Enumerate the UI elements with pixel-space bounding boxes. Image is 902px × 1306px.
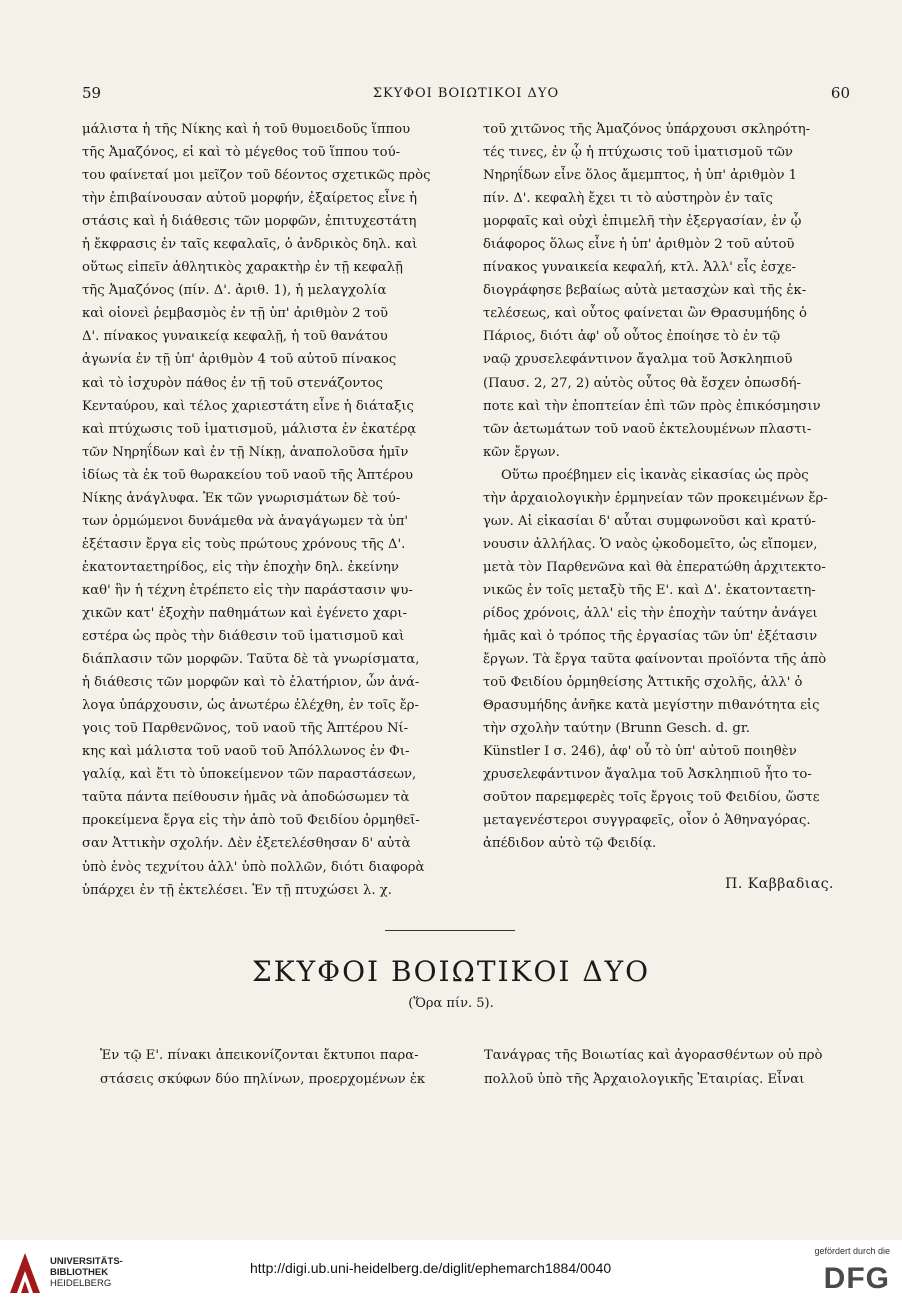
library-name-line: BIBLIOTHEK (50, 1267, 109, 1278)
text-line: καὶ οἱονεὶ ῥεμβασμὸς ἐν τῇ ὑπ' ἀριθμὸν 2 τοῦ (82, 306, 389, 322)
text-line: νουσιν ἀλλήλας. Ὁ ναὸς ᾠκοδομεῖτο, ὡς εἴπομεν, (483, 536, 818, 552)
page-header (82, 84, 850, 108)
funding-note: gefördert durch die (814, 1246, 890, 1256)
text-line: τῶν Νηρηΐδων καὶ ἐν τῇ Νίκῃ, ἀναπολοῦσα ἡμῖν (82, 444, 409, 460)
text-line: ἀγωνία ἐν τῇ ὑπ' ἀριθμὸν 4 τοῦ αὐτοῦ πίνακος (82, 352, 397, 368)
text-line: τές τινες, ἐν ᾧ ἡ πτύχωσις τοῦ ἱματισμοῦ τῶν (483, 145, 793, 161)
text-line: ἀπέδιδον αὐτὸ τῷ Φειδίᾳ. (483, 836, 657, 852)
text-line: τὴν σχολὴν ταύτην (Brunn Gesch. d. gr. (483, 721, 750, 737)
text-line: τῆς Ἀμαζόνος (πίν. Δ'. ἀριθ. 1), ἡ μελαγχολία (82, 283, 387, 299)
text-line: τελέσεως, καὶ οὗτος φαίνεται ὢν Θρασυμήδης ὁ (483, 306, 807, 322)
text-line: ἡ διάθεσις τῶν μορφῶν καὶ τὸ ἐλατήριον, ὧν ἀνά- (82, 675, 420, 691)
text-line: οὕτως εἰπεῖν ἀθλητικὸς χαρακτὴρ ἐν τῇ κεφαλῇ (82, 260, 403, 276)
text-line: καὶ πτύχωσις τοῦ ἱματισμοῦ, μάλιστα ἐν ἑκατέρᾳ (82, 421, 417, 437)
text-line: ταῦτα πάντα πείθουσιν ἡμᾶς νὰ ἀποδώσωμεν τὰ (82, 790, 410, 806)
text-line: πίν. Δ'. κεφαλὴ ἔχει τι τὸ αὐστηρὸν ἐν ταῖς (483, 191, 773, 207)
text-line: μορφαῖς καὶ οὐχὶ ἐπιμελῆ τὴν ἐξεργασίαν, ἐν ᾧ (483, 214, 802, 230)
viewer-footer (0, 1240, 902, 1306)
text-line: ἔργων. Τὰ ἔργα ταῦτα φαίνονται προϊόντα τῆς ἀπὸ (483, 652, 827, 668)
text-line: ναῷ χρυσελεφάντινον ἄγαλμα τοῦ Ἀσκληπιοῦ (483, 352, 793, 368)
library-name-line: UNIVERSITÄTS- (50, 1256, 123, 1267)
text-line: τῆς Ἀμαζόνος, εἰ καὶ τὸ μέγεθος τοῦ ἵππου τού- (82, 145, 401, 161)
text-line: Τανάγρας τῆς Βοιωτίας καὶ ἀγορασθέντων οὐ πρὸ (484, 1048, 823, 1063)
text-line: Δ'. πίνακος γυναικείᾳ κεφαλῇ, ἡ τοῦ θανάτου (82, 329, 388, 345)
text-line: νικῶς ἐν τοῖς μεταξὺ τῆς Ε'. καὶ Δ'. ἑκατονταετη- (483, 582, 816, 598)
text-line: μάλιστα ἡ τῆς Νίκης καὶ ἡ τοῦ θυμοειδοῦς ἵππου (82, 122, 411, 137)
running-title: ΣΚΥΦΟΙ ΒΟΙΩΤΙΚΟΙ ΔΥΟ (372, 86, 560, 101)
text-line: Οὕτω προέβημεν εἰς ἱκανὰς εἰκασίας ὡς πρὸς (501, 467, 809, 483)
dfg-logo: DFG (823, 1262, 890, 1295)
text-line: σοῦτον παρεμφερὲς τοῖς ἔργοις τοῦ Φειδίου, ὥστε (483, 790, 820, 806)
text-line: πολλοῦ ὑπὸ τῆς Ἀρχαιολογικῆς Ἑταιρίας. Εἶναι (484, 1072, 805, 1087)
text-line: ἡ ἔκφρασις ἐν ταῖς κεφαλαῖς, ὁ ἀνδρικὸς δηλ. καὶ (82, 237, 418, 253)
text-line: ἡμᾶς καὶ ὁ τρόπος τῆς ἐργασίας τῶν ὑπ' ἐξέτασιν (483, 629, 818, 645)
text-line: ποτε καὶ τὴν ἐποπτείαν ἐπὶ τῶν πρὸς ἐπικόσμησιν (483, 398, 821, 414)
article-text-right (484, 1044, 854, 1092)
text-line: γοις τοῦ Παρθενῶνος, τοῦ ναοῦ τῆς Ἀπτέρου Νί- (82, 721, 409, 737)
text-line: καθ' ἣν ἡ τέχνη ἐτρέπετο εἰς τὴν παράστασιν ψυ- (82, 582, 413, 598)
left-column (82, 118, 458, 902)
text-line: τὴν ἀρχαιολογικὴν ἑρμηνείαν τῶν προκειμένων ἔρ- (483, 490, 828, 506)
text-line: στάσις καὶ ἡ διάθεσις τῶν μορφῶν, ἐπιτυχεστάτη (82, 214, 417, 230)
text-line: ἰδίως τὰ ἐκ τοῦ θωρακείου τοῦ ναοῦ τῆς Ἀπτέρου (82, 467, 414, 483)
text-line: πίνακος γυναικεία κεφαλή, κτλ. Ἀλλ' εἷς ἐσχε- (483, 260, 796, 276)
article-subtitle: (Ὅρα πίν. 5). (408, 996, 494, 1011)
text-line: χρυσελεφάντινον ἄγαλμα τοῦ Ἀσκληπιοῦ ἦτο το- (483, 767, 812, 783)
text-line: σαν Ἀττικὴν σχολήν. Δὲν ἐξετελέσθησαν δ' αὐτὰ (82, 836, 411, 852)
text-line: γων. Αἱ εἰκασίαι δ' αὗται συμφωνοῦσι καὶ κρατύ- (483, 513, 816, 529)
text-line: τοῦ χιτῶνος τῆς Ἀμαζόνος ὑπάρχουσι σκληρότη- (483, 122, 811, 137)
text-line: ἑκατονταετηρίδος, εἰς τὴν ἐποχὴν δηλ. ἐκείνην (82, 559, 399, 575)
text-line: τοῦ Φειδίου ὁρμηθείσης Ἀττικῆς σχολῆς, ἀλλ' ὁ (483, 675, 803, 691)
text-line: κης καὶ μάλιστα τοῦ ναοῦ τοῦ Ἀπόλλωνος ἐν Φι- (82, 744, 410, 760)
text-line: λογα ὑπάρχουσιν, ὡς ἀνωτέρω ἐλέχθη, ἐν τοῖς ἔρ- (82, 698, 420, 714)
article-text-left (100, 1044, 458, 1092)
university-library-logo-icon (8, 1251, 42, 1295)
text-line: του φαίνεταί μοι μεῖζον τοῦ δέοντος σχετικῶς πρὸς (82, 168, 431, 184)
text-line: Künstler I σ. 246), ἀφ' οὗ τὸ ὑπ' αὐτοῦ ποιηθὲν (483, 744, 797, 760)
text-line: ὑπὸ ἑνὸς τεχνίτου ἀλλ' ὑπὸ πολλῶν, διότι διαφορὰ (82, 859, 425, 875)
text-line: τῶν ἀετωμάτων τοῦ ναοῦ ἐκτελουμένων πλαστι- (483, 421, 812, 437)
section-divider (385, 930, 515, 931)
text-line: κῶν ἔργων. (483, 444, 560, 460)
text-line: μεταγενέστεροι συγγραφεῖς, οἷον ὁ Ἀθηναγόρας. (483, 813, 811, 829)
text-line: εστέρα ὡς πρὸς τὴν διάθεσιν τοῦ ἱματισμοῦ καὶ (82, 629, 405, 645)
text-line: (Παυσ. 2, 27, 2) αὐτὸς οὗτος θὰ ἔσχεν ὁπωσδή- (483, 375, 801, 391)
text-line: χικῶν κατ' ἐξοχὴν παθημάτων καὶ ἐγένετο χαρι- (82, 605, 408, 621)
text-line: των ὁρμώμενοι δυνάμεθα νὰ ἀναγάγωμεν τὰ ὑπ' (82, 513, 408, 529)
text-line: Θρασυμήδης ἀνῆκε κατὰ μεγίστην πιθανότητα εἰς (483, 698, 820, 714)
text-line: γαλίᾳ, καὶ ἔτι τὸ ὑποκείμενον τῶν παραστάσεων, (82, 767, 417, 783)
text-line: Νηρηΐδων εἶνε ὅλος ἄμεμπτος, ἡ ὑπ' ἀριθμὸν 1 (483, 168, 798, 184)
text-line: διογράφησε βεβαίως αὐτὰ μετασχὼν καὶ τῆς ἐκ- (483, 283, 807, 299)
text-line: καὶ τὸ ἰσχυρὸν πάθος ἐν τῇ τοῦ στενάζοντος (82, 375, 383, 391)
library-name (50, 1256, 123, 1289)
text-line: μετὰ τὸν Παρθενῶνα καὶ θὰ ἐπερατώθη ἀρχιτεκτο- (483, 559, 826, 575)
article-title: ΣΚΥΦΟΙ ΒΟΙΩΤΙΚΟΙ ΔΥΟ (251, 955, 651, 988)
library-name-line: HEIDELBERG (50, 1278, 112, 1289)
text-line: διάφορος ὅλως εἶνε ἡ ὑπ' ἀριθμὸν 2 τοῦ αὐτοῦ (483, 237, 795, 253)
author-signature: Π. Καββαδιας. (725, 876, 834, 892)
text-line: στάσεις σκύφων δύο πηλίνων, προερχομένων ἐκ (100, 1072, 426, 1087)
text-line: Πάριος, διότι ἀφ' οὗ οὗτος ἐποίησε τὸ ἐν τῷ (483, 329, 781, 345)
text-line: Ἐν τῷ Ε'. πίνακι ἀπεικονίζονται ἔκτυποι παρα- (100, 1048, 419, 1063)
text-line: προκείμενα ἔργα εἰς τὴν ἀπὸ τοῦ Φειδίου ὁρμηθεῖ- (82, 813, 420, 829)
page-number-left: 59 (82, 84, 102, 102)
text-line: Κενταύρου, καὶ τέλος χαριεστάτη εἶνε ἡ διάταξις (82, 398, 414, 414)
text-line: τὴν ἐπιβαίνουσαν αὐτοῦ μορφήν, ἐξαίρετος εἶνε ἡ (82, 191, 418, 207)
text-line: ρίδος χρόνοις, ἀλλ' εἰς τὴν ἐποχὴν ταύτην ἀνάγει (483, 605, 818, 621)
text-line: ὑπάρχει ἐν τῇ ἐκτελέσει. Ἐν τῇ πτυχώσει λ. χ. (82, 882, 392, 898)
text-line: διάπλασιν τῶν μορφῶν. Ταῦτα δὲ τὰ γνωρίσματα, (82, 652, 420, 668)
text-line: Νίκης ἀνάγλυφα. Ἐκ τῶν γνωρισμάτων δὲ τού- (82, 490, 401, 506)
text-line: ἐξέτασιν ἔργα εἰς τοὺς πρώτους χρόνους τῆς Δ'. (82, 536, 406, 552)
right-column (483, 118, 853, 856)
page-number-right: 60 (830, 84, 850, 102)
permalink-url[interactable]: http://digi.ub.uni-heidelberg.de/diglit/ephemarch1884/0040 (250, 1260, 612, 1276)
